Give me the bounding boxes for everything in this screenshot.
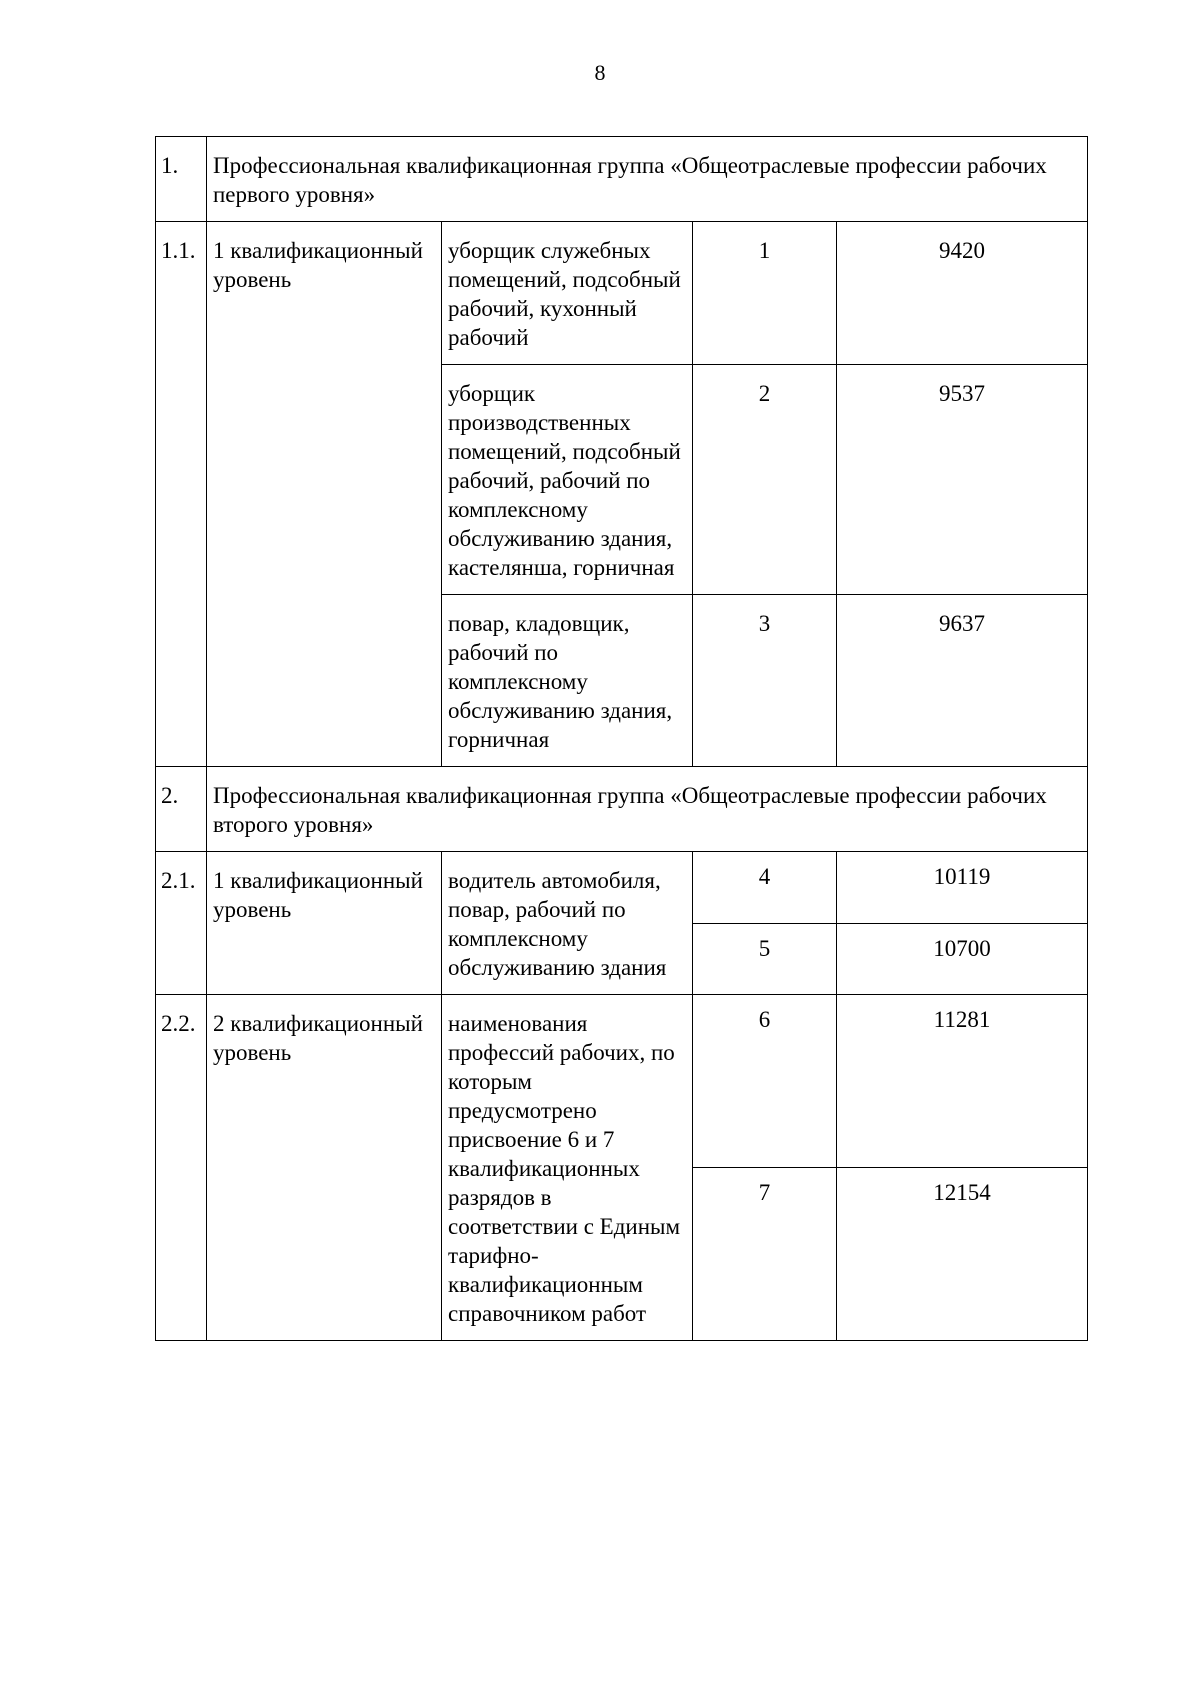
grade-cell: 2 [693, 365, 837, 595]
professions-cell: уборщик производственных помещений, подсобный рабочий, рабочий по комплексному обслуживанию здания, кастелянша, горничная [442, 365, 693, 595]
section-row [156, 767, 1088, 852]
level-number: 1.1. [156, 222, 207, 767]
salary-cell: 11281 [837, 995, 1088, 1168]
salary-cell: 9420 [837, 222, 1088, 365]
salary-cell: 9637 [837, 595, 1088, 767]
group-title: Профессиональная квалификационная группа «Общеотраслевые профессии рабочих первого уровня» [207, 137, 1088, 222]
grade-cell: 4 [693, 852, 837, 924]
section-row [156, 137, 1088, 222]
level-number: 2.1. [156, 852, 207, 995]
professions-cell: повар, кладовщик, рабочий по комплексному обслуживанию здания, горничная [442, 595, 693, 767]
professions-cell: уборщик служебных помещений, подсобный рабочий, кухонный рабочий [442, 222, 693, 365]
grade-cell: 5 [693, 923, 837, 995]
table-row [156, 222, 1088, 365]
professions-cell: наименования профессий рабочих, по которым предусмотрено присвоение 6 и 7 квалификационных разрядов в соответствии с Единым тарифно-квалификационным справочником работ [442, 995, 693, 1341]
section-number: 1. [156, 137, 207, 222]
salary-cell: 9537 [837, 365, 1088, 595]
salary-cell: 10700 [837, 923, 1088, 995]
group-title: Профессиональная квалификационная группа «Общеотраслевые профессии рабочих второго уровня» [207, 767, 1088, 852]
level-number: 2.2. [156, 995, 207, 1341]
salary-cell: 10119 [837, 852, 1088, 924]
salary-cell: 12154 [837, 1168, 1088, 1341]
table-row [156, 852, 1088, 924]
page-number: 8 [594, 60, 606, 85]
qualification-level: 1 квалификационный уровень [207, 852, 442, 995]
table-row [156, 995, 1088, 1168]
salary-table [155, 136, 1088, 1341]
grade-cell: 3 [693, 595, 837, 767]
grade-cell: 6 [693, 995, 837, 1168]
grade-cell: 1 [693, 222, 837, 365]
qualification-level: 1 квалификационный уровень [207, 222, 442, 767]
qualification-level: 2 квалификационный уровень [207, 995, 442, 1341]
grade-cell: 7 [693, 1168, 837, 1341]
professions-cell: водитель автомобиля, повар, рабочий по комплексному обслуживанию здания [442, 852, 693, 995]
section-number: 2. [156, 767, 207, 852]
